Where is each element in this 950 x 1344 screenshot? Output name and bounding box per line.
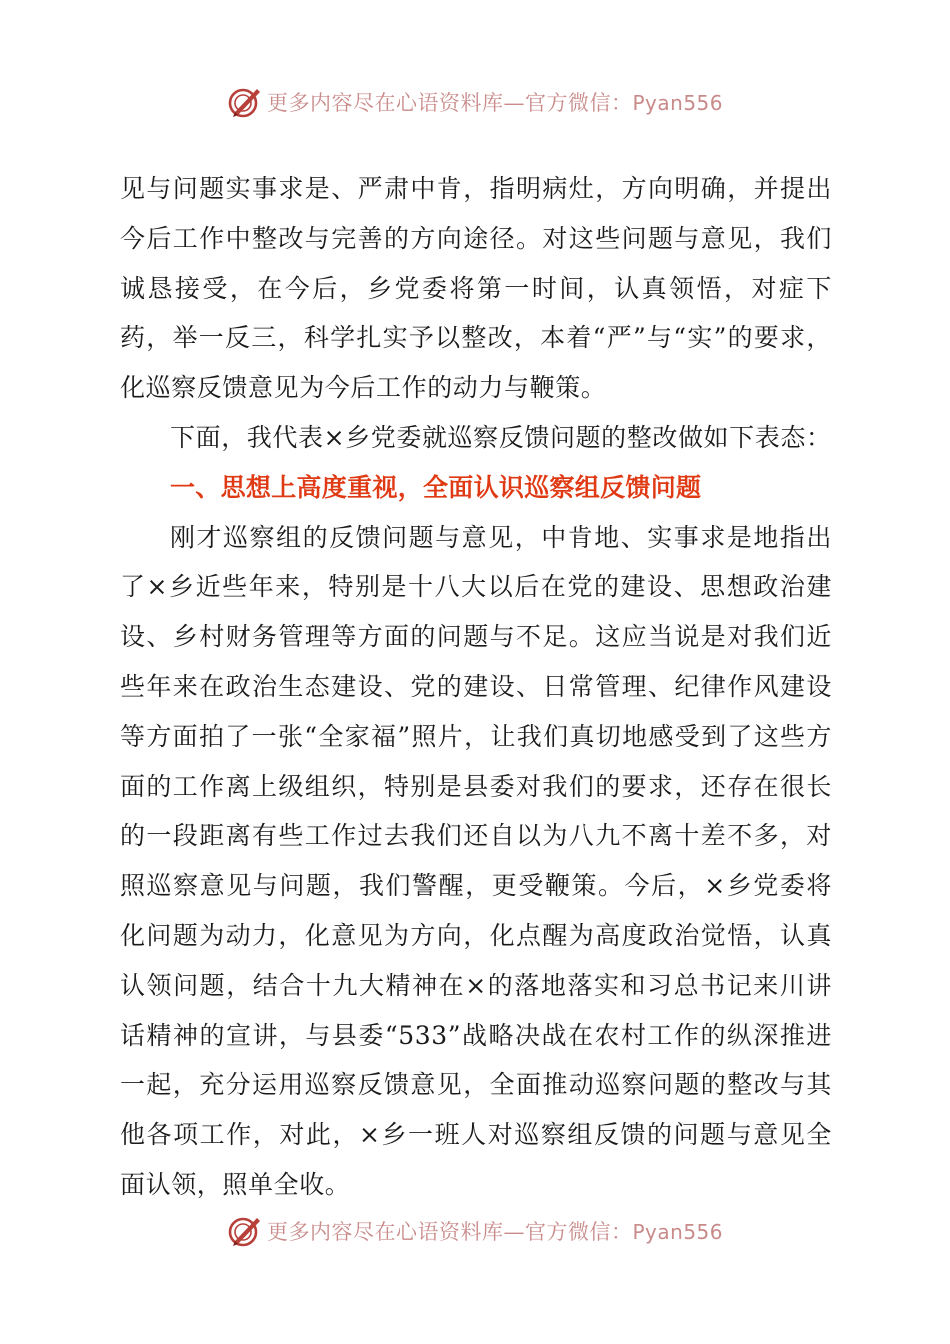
header-banner [0, 82, 950, 122]
wechat-id: Pyan556 [632, 1220, 723, 1244]
paragraph-intro: 下面，我代表×乡党委就巡察反馈问题的整改做如下表态： [170, 422, 832, 452]
document-body [120, 164, 832, 1210]
pen-logo-icon [227, 84, 263, 120]
paragraph-continued: 见与问题实事求是、严肃中肯，指明病灶，方向明确，并提出今后工作中整改与完善的方向途径。对这些问题与意见，我们诚恳接受，在今后，乡党委将第一时间，认真领悟，对症下药，举一反三，科学扎实予以整改，本着“严”与“实”的要求，化巡察反馈意见为今后工作的动力与鞭策。 [120, 174, 832, 403]
wechat-id: Pyan556 [632, 91, 723, 115]
footer-banner [0, 1211, 950, 1251]
section-heading: 一、思想上高度重视，全面认识巡察组反馈问题 [170, 472, 702, 502]
paragraph-body: 刚才巡察组的反馈问题与意见，中肯地、实事求是地指出了×乡近些年来，特别是十八大以后在党的建设、思想政治建设、乡村财务管理等方面的问题与不足。这应当说是对我们近些年来在政治生态建设、党的建设、日常管理、纪律作风建设等方面拍了一张“全家福”照片，让我们真切地感受到了这些方面的工作离上级组织，特别是县委对我们的要求，还存在很长的一段距离有些工作过去我们还自以为八九不离十差不多，对照巡察意见与问题，我们警醒，更受鞭策。今后，×乡党委将化问题为动力，化意见为方向，化点醒为高度政治觉悟，认真认领问题，结合十九大精神在×的落地落实和习总书记来川讲话精神的宣讲，与县委“533”战略决战在农村工作的纵深推进一起，充分运用巡察反馈意见，全面推动巡察问题的整改与其他各项工作，对此，×乡一班人对巡察组反馈的问题与意见全面认领，照单全收。 [120, 522, 832, 1199]
pen-logo-icon [227, 1213, 263, 1249]
banner-text: 更多内容尽在心语资料库—官方微信：Pyan556 [266, 1220, 723, 1244]
banner-text: 更多内容尽在心语资料库—官方微信：Pyan556 [266, 91, 723, 115]
